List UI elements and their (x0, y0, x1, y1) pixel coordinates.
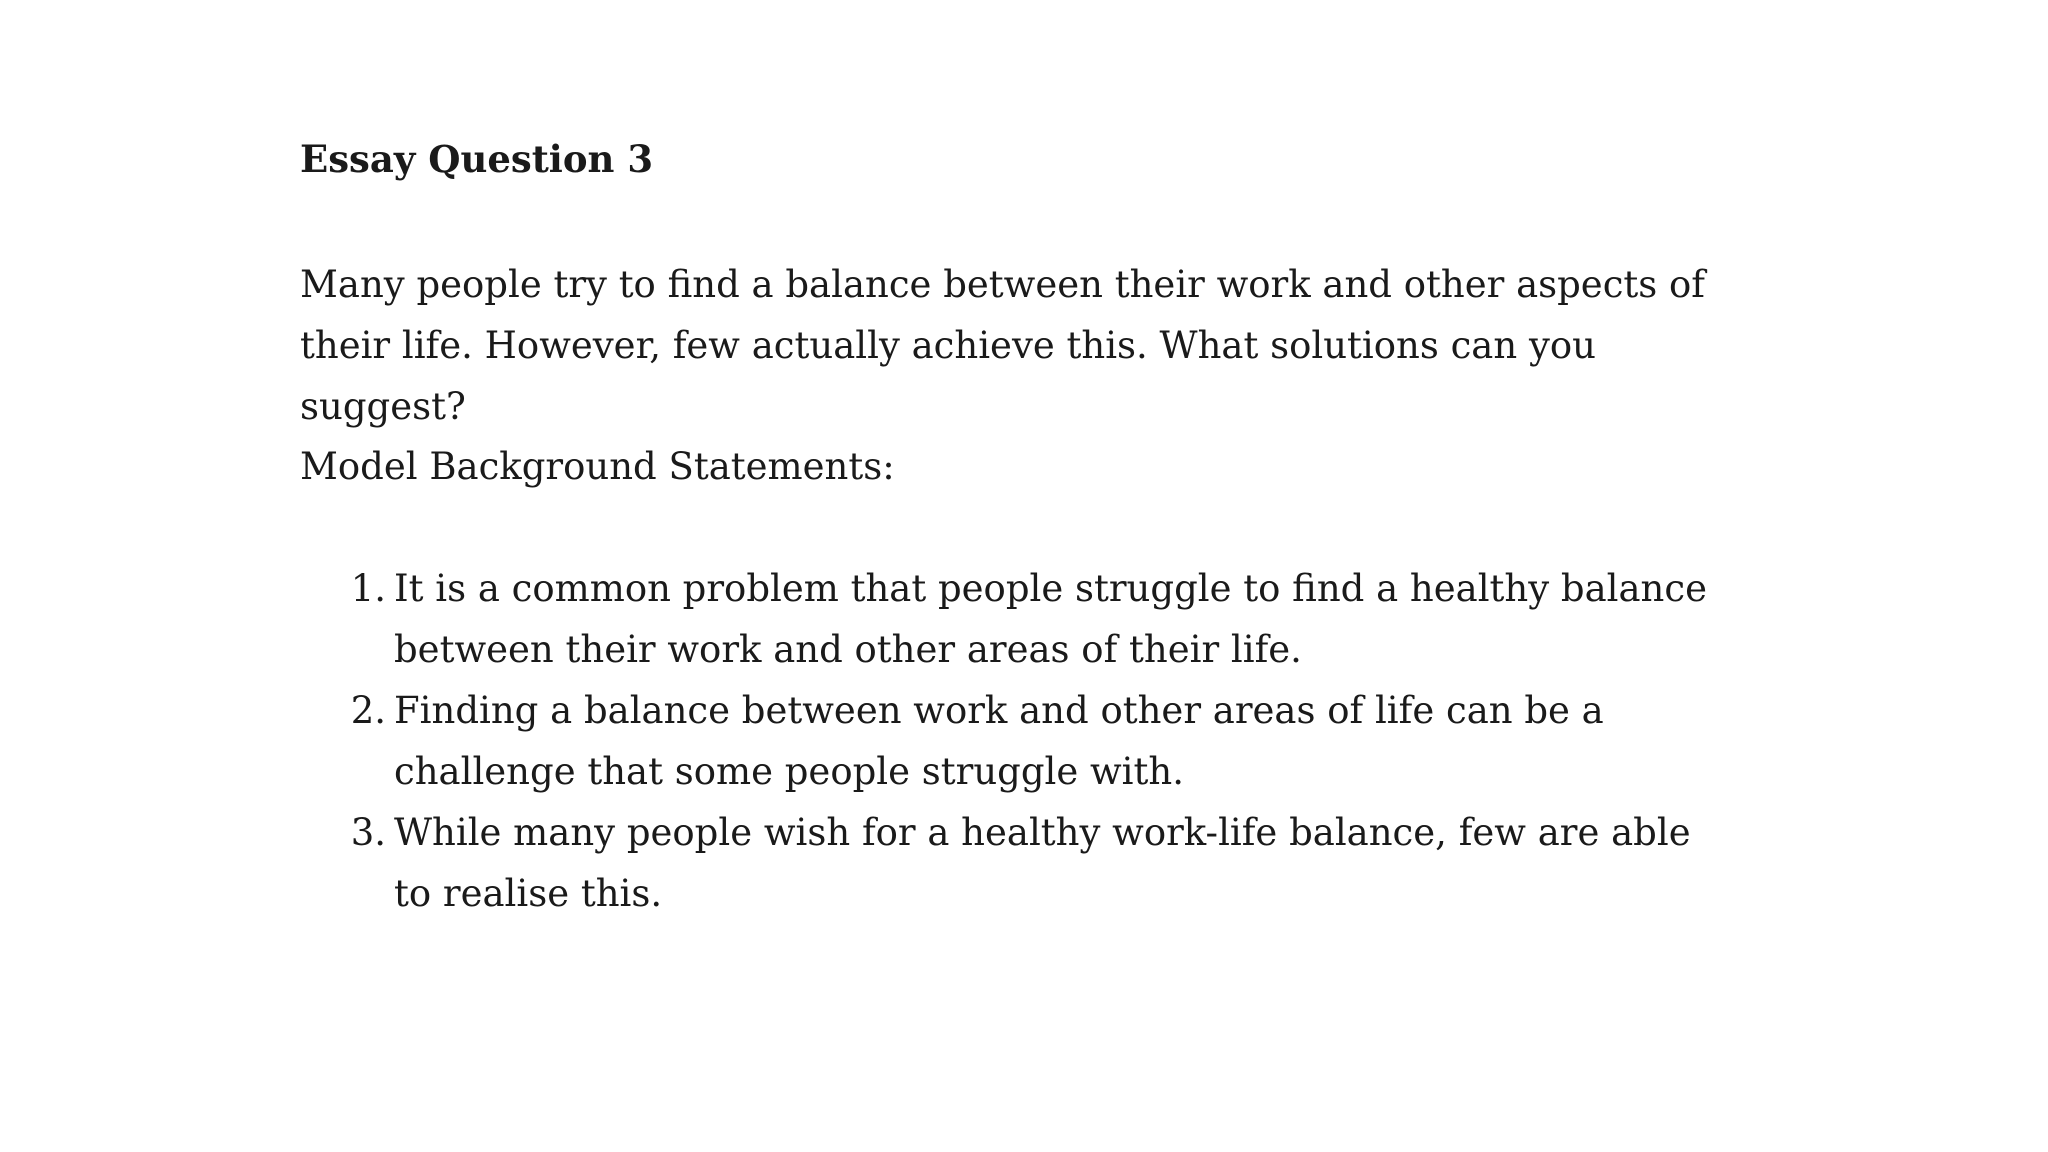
list-item (300, 558, 1760, 680)
list-item (300, 802, 1760, 924)
model-statements-subheading: Model Background Statements: (300, 445, 895, 488)
list-item-text: Finding a balance between work and other areas of life can be a challenge that some people struggle with. (394, 689, 1604, 793)
list-item-text: While many people wish for a healthy work-life balance, few are able to realise this. (394, 811, 1691, 915)
list-item-text: It is a common problem that people struggle to find a healthy balance between their work and other areas of their life. (394, 567, 1707, 671)
list-item-number: 1. (350, 567, 386, 610)
essay-question-heading: Essay Question 3 (300, 137, 654, 181)
background-statements-list (300, 558, 1760, 924)
list-item (300, 680, 1760, 802)
list-item-number: 2. (350, 689, 386, 732)
document-body (300, 134, 1760, 915)
list-item-number: 3. (350, 811, 386, 854)
essay-prompt: Many people try to find a balance between their work and other aspects of their life. However, few actually achieve this. What solutions can you suggest? (300, 263, 1706, 428)
